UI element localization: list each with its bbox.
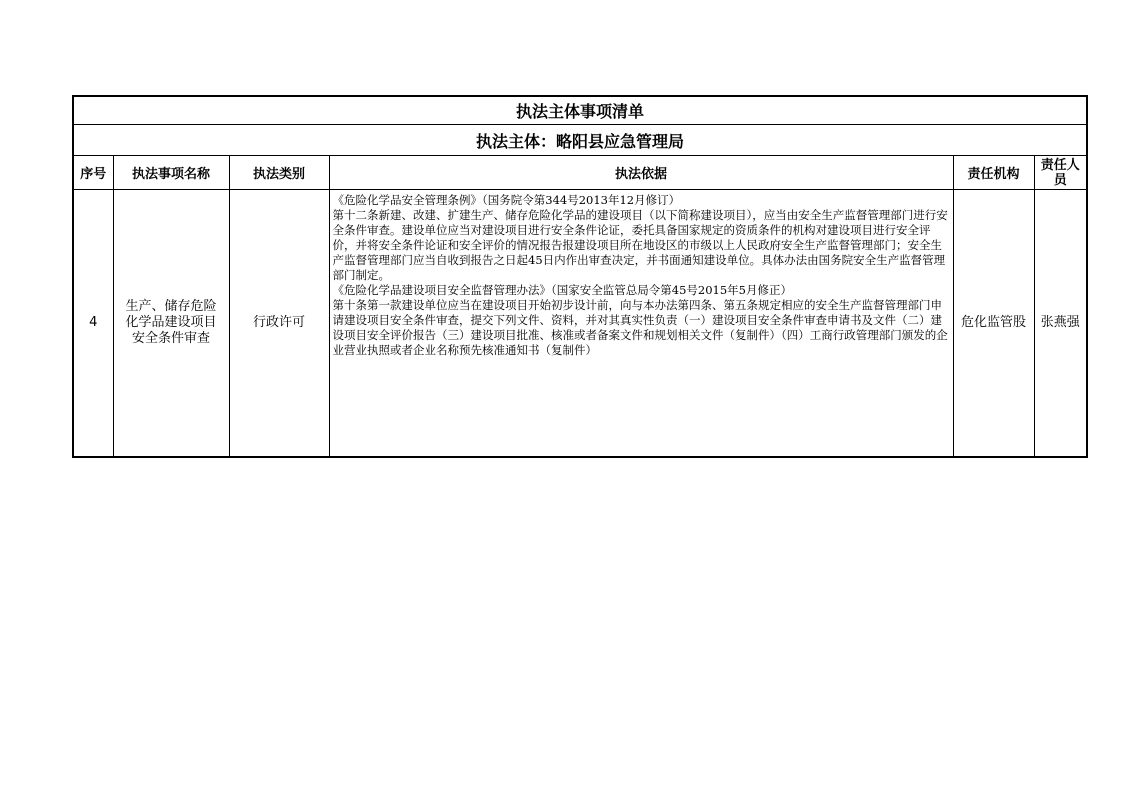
basis-regulation-2: 《危险化学品建设项目安全监督管理办法》（国家安全监管总局令第45号2015年5月修正） xyxy=(332,283,792,297)
enforcement-subject: 执法主体：略阳县应急管理局 xyxy=(73,125,1087,156)
header-person: 责任人员 xyxy=(1034,156,1087,190)
cell-person: 张燕强 xyxy=(1034,190,1087,458)
cell-basis xyxy=(329,190,953,458)
basis-article-1: 第十二条新建、改建、扩建生产、储存危险化学品的建设项目（以下简称建设项目），应当由安全生产监督管理部门进行安全条件审查。建设单位应当对建设项目进行安全条件论证，委托具备国家规定的资质条件的机构对建设项目进行安全评价，并将安全条件论证和安全评价的情况报告报建设项目所在地设区的市级以上人民政府安全生产监督管理部门；安全生产监督管理部门应当自收到报告之日起45日内作出审查决定，并书面通知建设单位。具体办法由国务院安全生产监督管理部门制定。 xyxy=(332,208,948,282)
table-row xyxy=(73,190,1087,458)
header-basis: 执法依据 xyxy=(329,156,953,190)
cell-department: 危化监管股 xyxy=(953,190,1034,458)
subject-row xyxy=(73,125,1087,156)
header-item-name: 执法事项名称 xyxy=(113,156,229,190)
table-title: 执法主体事项清单 xyxy=(73,96,1087,125)
cell-item-name: 生产、储存危险化学品建设项目安全条件审查 xyxy=(113,190,229,458)
cell-seq: 4 xyxy=(73,190,113,458)
basis-article-2: 第十条第一款建设单位应当在建设项目开始初步设计前，向与本办法第四条、第五条规定相应的安全生产监督管理部门申请建设项目安全条件审查，提交下列文件、资料，并对其真实性负责（一）建设项目安全条件审查申请书及文件（二）建设项目安全评价报告（三）建设项目批准、核准或者备案文件和规划相关文件（复制件）（四）工商行政管理部门颁发的企业营业执照或者企业名称预先核准通知书（复制件） xyxy=(332,298,948,357)
cell-category: 行政许可 xyxy=(229,190,329,458)
header-department: 责任机构 xyxy=(953,156,1034,190)
header-category: 执法类别 xyxy=(229,156,329,190)
header-row xyxy=(73,156,1087,190)
enforcement-items-table xyxy=(72,95,1088,458)
basis-regulation-1: 《危险化学品安全管理条例》（国务院令第344号2013年12月修订） xyxy=(332,193,681,207)
header-seq: 序号 xyxy=(73,156,113,190)
title-row xyxy=(73,96,1087,125)
